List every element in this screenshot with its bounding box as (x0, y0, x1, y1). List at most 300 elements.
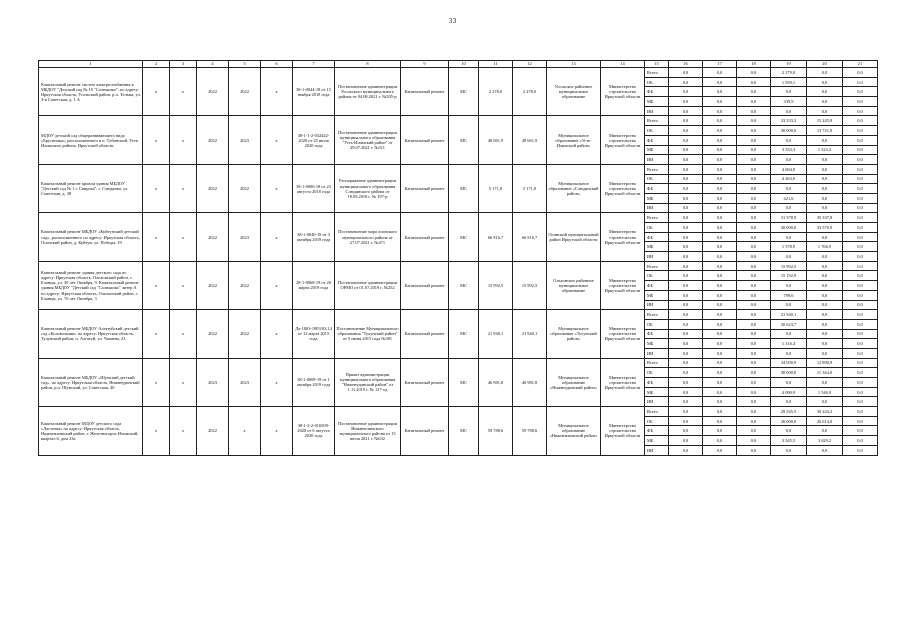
column-number-cell: 15 (645, 61, 669, 68)
amount-cell: 0,0 (843, 223, 878, 233)
amount-cell: 421,6 (771, 193, 807, 203)
project-cell: х (261, 261, 293, 309)
project-cell: Да-1803-1803/03,14 от 12 марта 2015 года (293, 310, 335, 358)
amount-cell: 0,0 (737, 174, 771, 184)
amount-cell: 0,0 (843, 339, 878, 349)
project-cell: 38-1-2-2-016509-2020 от 6 августа 2020 года (293, 407, 335, 455)
project-cell: 48 661,9 (479, 116, 513, 164)
project-cell: 2022 (229, 164, 261, 212)
project-cell: х (261, 116, 293, 164)
amount-cell: 0,0 (843, 348, 878, 358)
amount-cell: 0,0 (703, 271, 737, 281)
amount-cell: 0,0 (703, 164, 737, 174)
amount-cell: 0,0 (843, 358, 878, 368)
project-cell: МС (449, 407, 479, 455)
column-number-cell: 9 (401, 61, 449, 68)
funding-source-cell: Всего (645, 68, 669, 78)
amount-cell: 0,0 (737, 252, 771, 262)
amount-cell: 0,0 (843, 329, 878, 339)
project-cell: х (261, 310, 293, 358)
amount-cell: 0,0 (737, 339, 771, 349)
column-number-cell: 1 (39, 61, 143, 68)
project-cell: Министерство строительства Иркутской области (601, 213, 645, 261)
amount-cell: 12 890,9 (807, 358, 843, 368)
project-cell: х (170, 358, 197, 406)
funding-source-cell: ОБ (645, 223, 669, 233)
amount-cell: 0,0 (737, 445, 771, 455)
amount-cell: 0,0 (843, 135, 878, 145)
funding-source-cell: МБ (645, 193, 669, 203)
amount-cell: 0,0 (737, 271, 771, 281)
funding-source-cell: МБ (645, 387, 669, 397)
project-cell: МС (449, 261, 479, 309)
amount-cell: 0,0 (807, 290, 843, 300)
amount-cell: 0,0 (703, 290, 737, 300)
amount-cell: 0,0 (669, 436, 703, 446)
funding-source-cell: ИИ (645, 348, 669, 358)
amount-cell: 0,0 (669, 87, 703, 97)
amount-cell: 30 000,0 (771, 126, 807, 136)
project-cell: МС (449, 164, 479, 212)
project-cell: 38-1-0040-19 от 3 октября 2019 года (293, 213, 335, 261)
amount-cell: 0,0 (669, 223, 703, 233)
amount-cell: 0,0 (771, 329, 807, 339)
funding-row (39, 407, 878, 417)
project-cell: Усольское районное муниципальное образование (547, 68, 601, 116)
funding-source-cell: ИИ (645, 203, 669, 213)
project-cell: Капитальный ремонт (401, 358, 449, 406)
column-number-cell: 16 (669, 61, 703, 68)
project-cell: Постановление администрации ОРМО от 01.07.2019 г. №252 (335, 261, 401, 309)
amount-cell: 0,0 (669, 106, 703, 116)
column-number-cell: 13 (547, 61, 601, 68)
funding-source-cell: МБ (645, 242, 669, 252)
amount-cell: 0,0 (807, 252, 843, 262)
project-cell: 2022 (229, 310, 261, 358)
column-number-cell: 17 (703, 61, 737, 68)
amount-cell: 15 245,9 (807, 116, 843, 126)
project-cell: х (170, 213, 197, 261)
amount-cell: 0,0 (843, 97, 878, 107)
amount-cell: 0,0 (703, 436, 737, 446)
project-cell: х (261, 358, 293, 406)
amount-cell: 0,0 (703, 126, 737, 136)
amount-cell: 0,0 (669, 145, 703, 155)
amount-cell: 0,0 (703, 106, 737, 116)
amount-cell: 31 578,9 (771, 213, 807, 223)
project-name-cell: Капитальный ремонт МБДОУ «Куйтунский детский сад», расположенного по адресу: Иркутская область, Осинский район, д. Куйтун, ул. Победы, 19 (39, 213, 143, 261)
amount-cell: 0,0 (843, 184, 878, 194)
amount-cell: 0,0 (737, 135, 771, 145)
funding-source-cell: ФБ (645, 87, 669, 97)
project-cell: 2022 (229, 68, 261, 116)
amount-cell: 0,0 (771, 300, 807, 310)
funding-source-cell: ИИ (645, 106, 669, 116)
project-cell: 38-1-1-2-032442-2020 от 25 июля 2020 года (293, 116, 335, 164)
amount-cell: 0,0 (807, 193, 843, 203)
amount-cell: 0,0 (737, 232, 771, 242)
project-name-cell: Капитальный ремонт кровли здания МБДОУ "Детский сад № 1 г. Свирска", г. Слюдянка, ул. Советская, д. 38 (39, 164, 143, 212)
page-number: 33 (448, 18, 457, 25)
amount-cell: 0,0 (807, 232, 843, 242)
amount-cell: 0,0 (703, 310, 737, 320)
amount-cell: 3 333,3 (771, 145, 807, 155)
amount-cell: 0,0 (669, 290, 703, 300)
amount-cell: 0,0 (737, 378, 771, 388)
project-cell: Постановление мэра осинского муниципального района от 27.07.2021 г. №471 (335, 213, 401, 261)
amount-cell: 0,0 (669, 387, 703, 397)
amount-cell: 13 721,9 (807, 126, 843, 136)
project-cell: Муниципальное образование «Тулунский район» (547, 310, 601, 358)
project-cell: 15 992,5 (479, 261, 513, 309)
header-row (39, 61, 878, 68)
amount-cell: 0,0 (669, 426, 703, 436)
amount-cell: 0,0 (807, 87, 843, 97)
amount-cell: 0,0 (737, 368, 771, 378)
project-cell: х (143, 116, 170, 164)
amount-cell: 0,0 (737, 300, 771, 310)
amount-cell: 0,0 (843, 116, 878, 126)
amount-cell: 20 623,7 (771, 319, 807, 329)
funding-source-cell: Всего (645, 310, 669, 320)
amount-cell: 0,0 (737, 116, 771, 126)
amount-cell: 0,0 (669, 271, 703, 281)
amount-cell: 0,0 (669, 203, 703, 213)
amount-cell: 0,0 (843, 300, 878, 310)
amount-cell: 0,0 (807, 397, 843, 407)
amount-cell: 0,0 (771, 252, 807, 262)
amount-cell: 1 316,4 (771, 339, 807, 349)
project-cell: х (170, 68, 197, 116)
amount-cell: 30 000,0 (771, 223, 807, 233)
amount-cell: 0,0 (771, 87, 807, 97)
project-cell: 66 916,7 (479, 213, 513, 261)
funding-row (39, 164, 878, 174)
amount-cell: 0,0 (843, 387, 878, 397)
funding-row (39, 358, 878, 368)
column-number-cell: 8 (335, 61, 401, 68)
amount-cell: 339,9 (771, 97, 807, 107)
amount-cell: 0,0 (703, 368, 737, 378)
amount-cell: 0,0 (669, 116, 703, 126)
funding-row (39, 310, 878, 320)
amount-cell: 0,0 (737, 329, 771, 339)
amount-cell: 0,0 (703, 232, 737, 242)
amount-cell: 0,0 (737, 106, 771, 116)
amount-cell: 0,0 (703, 426, 737, 436)
amount-cell: 0,0 (737, 387, 771, 397)
amount-cell: 0,0 (737, 310, 771, 320)
funding-source-cell: МБ (645, 436, 669, 446)
amount-cell: 0,0 (669, 77, 703, 87)
amount-cell: 0,0 (703, 193, 737, 203)
amount-cell: 0,0 (669, 358, 703, 368)
amount-cell: 0,0 (703, 397, 737, 407)
amount-cell: 0,0 (843, 281, 878, 291)
project-cell: Муниципальное образование «Нижнеилимский район» (547, 407, 601, 455)
project-cell: Ольхонское районное муниципальное образование (547, 261, 601, 309)
funding-source-cell: ИИ (645, 445, 669, 455)
project-cell: х (170, 407, 197, 455)
amount-cell: 0,0 (843, 426, 878, 436)
project-cell: Распоряжение администрации муниципального образования Слюдянского района от 18.09.2018 г. № 197-р (335, 164, 401, 212)
amount-cell: 0,0 (737, 145, 771, 155)
funding-row (39, 261, 878, 271)
project-cell: х (261, 213, 293, 261)
amount-cell: 0,0 (669, 310, 703, 320)
project-cell: Министерство строительства Иркутской области (601, 116, 645, 164)
project-cell: Капитальный ремонт (401, 116, 449, 164)
project-name-cell: Капитальный ремонт МДОУ детского сада «Ласточка» по адресу: Иркутская область, Нижнеилимский район, г. Железногорск-Илимский, квартал 6, дом 23а (39, 407, 143, 455)
project-cell: 59 788,6 (479, 407, 513, 455)
amount-cell: 0,0 (807, 106, 843, 116)
amount-cell: 0,0 (703, 155, 737, 165)
amount-cell: 0,0 (843, 319, 878, 329)
amount-cell: 0,0 (737, 87, 771, 97)
project-cell: МС (449, 68, 479, 116)
project-name-cell: МДОУ детский сад общеразвивающего вида «Брусничка», расположенного в п. Тубинский, Усть-Илимского района, Иркутской области (39, 116, 143, 164)
funding-source-cell: ФБ (645, 281, 669, 291)
amount-cell: 35 337,8 (807, 213, 843, 223)
funding-source-cell: МБ (645, 290, 669, 300)
amount-cell: 0,0 (703, 416, 737, 426)
amount-cell: 0,0 (669, 329, 703, 339)
amount-cell: 0,0 (703, 445, 737, 455)
amount-cell: 26 614,0 (807, 416, 843, 426)
amount-cell: 0,0 (843, 126, 878, 136)
project-cell: Капитальный ремонт (401, 310, 449, 358)
amount-cell: 0,0 (737, 436, 771, 446)
amount-cell: 0,0 (843, 164, 878, 174)
amount-cell: 0,0 (807, 203, 843, 213)
project-cell: 21 940,1 (479, 310, 513, 358)
amount-cell: 4 684,9 (771, 164, 807, 174)
amount-cell: 0,0 (737, 164, 771, 174)
amount-cell: 0,0 (807, 281, 843, 291)
amount-cell: 0,0 (843, 174, 878, 184)
amount-cell: 0,0 (669, 368, 703, 378)
amount-cell: 0,0 (843, 155, 878, 165)
amount-cell: 0,0 (669, 339, 703, 349)
funding-source-cell: Всего (645, 116, 669, 126)
funding-source-cell: ОБ (645, 368, 669, 378)
amount-cell: 0,0 (771, 184, 807, 194)
amount-cell: 0,0 (771, 281, 807, 291)
amount-cell: 26 000,0 (771, 416, 807, 426)
project-cell: х (261, 164, 293, 212)
project-name-cell: Капитальный ремонт МБДОУ Алгатуйский детский сад «Колокольчик» по адресу: Иркутская область, Тулунский район, п. Алгатуй, ул. Чапаева, 23 (39, 310, 143, 358)
amount-cell: 0,0 (737, 203, 771, 213)
amount-cell: 0,0 (807, 155, 843, 165)
amount-cell: 30 000,0 (771, 368, 807, 378)
project-cell: 59 788,6 (513, 407, 547, 455)
project-cell: 46 981,8 (513, 358, 547, 406)
project-cell: х (170, 310, 197, 358)
amount-cell: 33 333,3 (771, 116, 807, 126)
amount-cell: 0,0 (737, 68, 771, 78)
project-cell: Министерство строительства Иркутской области (601, 407, 645, 455)
amount-cell: 0,0 (737, 184, 771, 194)
funding-source-cell: Всего (645, 213, 669, 223)
amount-cell: 0,0 (807, 310, 843, 320)
amount-cell: 0,0 (843, 232, 878, 242)
column-number-cell: 7 (293, 61, 335, 68)
column-number-cell: 10 (449, 61, 479, 68)
amount-cell: 0,0 (703, 329, 737, 339)
project-cell: Капитальный ремонт (401, 164, 449, 212)
amount-cell: 0,0 (771, 155, 807, 165)
amount-cell: 0,0 (703, 358, 737, 368)
amount-cell: 1 766,9 (807, 242, 843, 252)
amount-cell: 0,0 (669, 261, 703, 271)
amount-cell: 0,0 (703, 68, 737, 78)
amount-cell: 0,0 (703, 261, 737, 271)
amount-cell: 0,0 (737, 407, 771, 417)
amount-cell: 0,0 (843, 290, 878, 300)
amount-cell: 0,0 (669, 445, 703, 455)
funding-source-cell: Всего (645, 407, 669, 417)
column-number-cell: 12 (513, 61, 547, 68)
project-cell: Осинский муниципальный район Иркутской области (547, 213, 601, 261)
amount-cell: 0,0 (807, 174, 843, 184)
amount-cell: 0,0 (843, 368, 878, 378)
amount-cell: 30 243,2 (807, 407, 843, 417)
amount-cell: 0,0 (737, 223, 771, 233)
funding-source-cell: ФБ (645, 329, 669, 339)
project-cell: 2022 (197, 310, 229, 358)
funding-source-cell: ОБ (645, 271, 669, 281)
amount-cell: 0,0 (703, 135, 737, 145)
project-cell: Постановление администрации Нижнеилимского муниципального района от 15 июля 2021 г. №632 (335, 407, 401, 455)
amount-cell: 0,0 (771, 378, 807, 388)
amount-cell: 0,0 (807, 68, 843, 78)
amount-cell: 0,0 (703, 184, 737, 194)
amount-cell: 0,0 (669, 135, 703, 145)
project-cell: Постановление администрации муниципального образования "Усть-Илимский район" от 29.07.2021 г. №311 (335, 116, 401, 164)
amount-cell: 0,0 (843, 436, 878, 446)
amount-cell: 0,0 (843, 193, 878, 203)
project-cell: 15 992,5 (513, 261, 547, 309)
amount-cell: 0,0 (669, 407, 703, 417)
amount-cell: 0,0 (843, 397, 878, 407)
amount-cell: 0,0 (737, 261, 771, 271)
amount-cell: 0,0 (843, 416, 878, 426)
amount-cell: 0,0 (737, 290, 771, 300)
amount-cell: 0,0 (703, 252, 737, 262)
amount-cell: 0,0 (807, 348, 843, 358)
project-cell: 2022 (197, 116, 229, 164)
amount-cell: 0,0 (703, 223, 737, 233)
amount-cell: 0,0 (771, 106, 807, 116)
amount-cell: 3 545,5 (771, 436, 807, 446)
amount-cell: 0,0 (669, 184, 703, 194)
column-number-cell: 19 (771, 61, 807, 68)
amount-cell: 0,0 (843, 68, 878, 78)
project-cell: Постановление администрации Усольского муниципального района от 04.08.2021 г. №505-р (335, 68, 401, 116)
amount-cell: 0,0 (771, 445, 807, 455)
amount-cell: 0,0 (737, 155, 771, 165)
investment-projects-table (38, 60, 878, 456)
project-cell: 38-1-0009-19 от 1 октября 2019 года (293, 358, 335, 406)
amount-cell: 0,0 (669, 242, 703, 252)
amount-cell: 0,0 (771, 135, 807, 145)
project-cell: 28-1-0068-19 от 28 марта 2019 года (293, 261, 335, 309)
column-number-cell: 11 (479, 61, 513, 68)
project-cell: 46 981,8 (479, 358, 513, 406)
column-number-cell: 6 (261, 61, 293, 68)
project-cell: Министерство строительства Иркутской области (601, 68, 645, 116)
funding-source-cell: МБ (645, 97, 669, 107)
project-cell: х (170, 116, 197, 164)
project-name-cell: Капитальный ремонт систем электроснабжения в МБДОУ "Детский сад № 10 "Солнышко", по адресу: Иркутская область, Усольский район, р.п. Тельма, ул. 3-я Советская, д. 1 А (39, 68, 143, 116)
amount-cell: 0,0 (737, 281, 771, 291)
project-cell: х (143, 164, 170, 212)
project-cell: х (170, 164, 197, 212)
project-cell: х (261, 407, 293, 455)
amount-cell: 21 940,1 (771, 310, 807, 320)
project-cell: 2023 (229, 358, 261, 406)
project-cell: МС (449, 358, 479, 406)
project-cell: 2023 (229, 213, 261, 261)
funding-row (39, 68, 878, 78)
amount-cell: 4 263,0 (771, 174, 807, 184)
project-cell: х (143, 261, 170, 309)
amount-cell: 0,0 (843, 145, 878, 155)
amount-cell: 0,0 (807, 135, 843, 145)
amount-cell: 0,0 (669, 319, 703, 329)
amount-cell: 0,0 (737, 348, 771, 358)
amount-cell: 33 570,9 (807, 223, 843, 233)
amount-cell: 0,0 (703, 174, 737, 184)
funding-source-cell: Всего (645, 164, 669, 174)
project-cell: Капитальный ремонт (401, 261, 449, 309)
project-cell: 21 940,1 (513, 310, 547, 358)
project-cell: х (170, 261, 197, 309)
amount-cell: 0,0 (703, 77, 737, 87)
amount-cell: 0,0 (843, 252, 878, 262)
funding-source-cell: МБ (645, 339, 669, 349)
amount-cell: 0,0 (771, 397, 807, 407)
project-cell: х (229, 407, 261, 455)
project-cell: Министерство строительства Иркутской области (601, 261, 645, 309)
amount-cell: 0,0 (669, 416, 703, 426)
amount-cell: 0,0 (669, 378, 703, 388)
project-cell: 2023 (229, 116, 261, 164)
funding-source-cell: ОБ (645, 77, 669, 87)
amount-cell: 0,0 (737, 416, 771, 426)
column-number-cell: 5 (229, 61, 261, 68)
amount-cell: 0,0 (737, 193, 771, 203)
amount-cell: 1 546,9 (807, 387, 843, 397)
amount-cell: 0,0 (669, 397, 703, 407)
amount-cell: 0,0 (669, 164, 703, 174)
project-cell: х (143, 310, 170, 358)
amount-cell: 2 279,0 (771, 68, 807, 78)
amount-cell: 0,0 (807, 300, 843, 310)
amount-cell: 0,0 (807, 271, 843, 281)
amount-cell: 0,0 (669, 348, 703, 358)
project-cell: Капитальный ремонт (401, 68, 449, 116)
funding-source-cell: ОБ (645, 319, 669, 329)
project-cell: Министерство строительства Иркутской области (601, 164, 645, 212)
funding-source-cell: ФБ (645, 184, 669, 194)
amount-cell: 0,0 (669, 300, 703, 310)
project-cell: 38-1-0006-18 от 23 августа 2018 года (293, 164, 335, 212)
amount-cell: 0,0 (737, 426, 771, 436)
amount-cell: 0,0 (669, 155, 703, 165)
project-cell: 2022 (197, 261, 229, 309)
amount-cell: 0,0 (703, 116, 737, 126)
